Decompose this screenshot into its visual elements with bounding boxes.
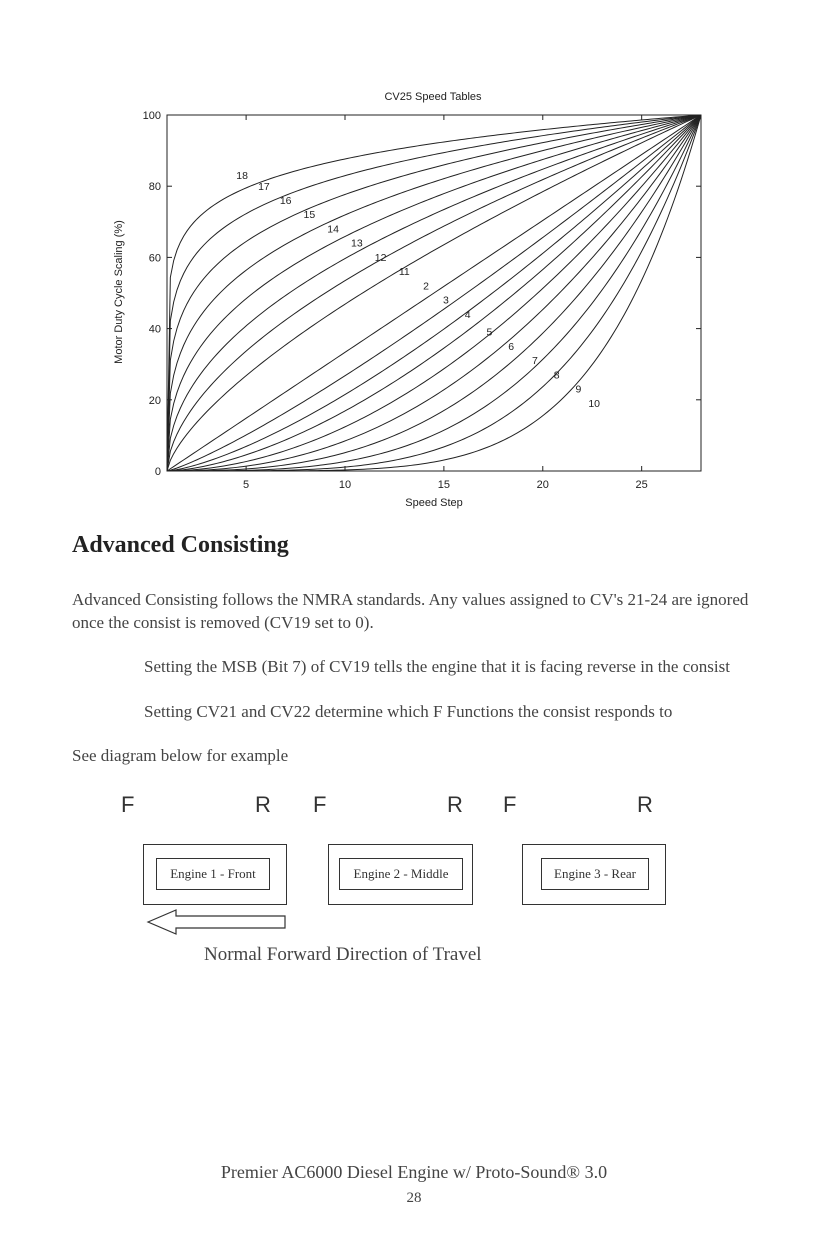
- curve-label-6: 6: [508, 340, 515, 353]
- y-tick-label: 20: [148, 394, 161, 407]
- x-tick-label: 25: [635, 479, 648, 491]
- engine-2-rear-mark: R: [447, 792, 463, 817]
- curve-label-4: 4: [464, 308, 471, 321]
- chart-y-label: Motor Duty Cycle Scaling (%): [113, 220, 125, 364]
- x-tick-label: 5: [243, 479, 250, 491]
- consist-note-reverse: Setting the MSB (Bit 7) of CV19 tells the engine that it is facing reverse in the consist: [144, 657, 730, 676]
- y-tick-label: 60: [148, 252, 161, 265]
- diagram-intro: See diagram below for example: [72, 746, 289, 765]
- engine-2-front-mark: F: [313, 792, 327, 817]
- footer-title: Premier AC6000 Diesel Engine w/ Proto-Sound® 3.0: [220, 1162, 608, 1182]
- curve-label-18: 18: [236, 170, 248, 183]
- engine-2-label: Engine 2 - Middle: [339, 858, 463, 890]
- engine-2-box: [328, 844, 473, 905]
- curve-label-5: 5: [486, 326, 493, 339]
- engine-3-box: [522, 844, 666, 905]
- curve-label-2: 2: [423, 280, 430, 293]
- diagram-caption: Normal Forward Direction of Travel: [204, 944, 482, 965]
- page-number: 28: [406, 1190, 422, 1206]
- curve-label-11: 11: [398, 266, 410, 279]
- section-paragraph: Advanced Consisting follows the NMRA standards. Any values assigned to CV's 21-24 are ignored once the consist is removed (CV19 set to 0).: [72, 590, 749, 632]
- x-tick-label: 20: [536, 479, 549, 491]
- y-tick-label: 40: [148, 323, 161, 336]
- chart-x-label: Speed Step: [405, 497, 463, 509]
- curve-label-13: 13: [351, 237, 363, 250]
- consist-note-functions: Setting CV21 and CV22 determine which F Functions the consist responds to: [144, 702, 673, 721]
- curve-label-14: 14: [327, 223, 339, 236]
- chart-plot-area: [143, 110, 701, 491]
- y-tick-label: 100: [142, 110, 161, 122]
- curve-label-9: 9: [575, 383, 582, 396]
- x-tick-label: 10: [338, 479, 352, 491]
- curve-label-3: 3: [442, 294, 449, 307]
- curve-label-17: 17: [258, 180, 270, 193]
- engine-3-front-mark: F: [503, 792, 517, 817]
- engine-1-rear-mark: R: [255, 792, 271, 817]
- engine-1-box: [143, 844, 287, 905]
- engine-1-label: Engine 1 - Front: [156, 858, 270, 890]
- speed-table-chart: [0, 0, 828, 520]
- engine-3-label: Engine 3 - Rear: [541, 858, 649, 890]
- curve-label-8: 8: [553, 369, 560, 382]
- curve-label-16: 16: [279, 195, 292, 207]
- forward-direction-arrow-icon: [146, 908, 290, 938]
- curve-label-12: 12: [374, 251, 387, 264]
- chart-title: CV25 Speed Tables: [384, 91, 482, 103]
- curve-label-7: 7: [531, 355, 538, 368]
- section-heading: Advanced Consisting: [72, 532, 289, 558]
- engine-1-front-mark: F: [121, 792, 135, 817]
- curve-label-15: 15: [303, 209, 316, 222]
- y-tick-label: 0: [154, 466, 161, 478]
- engine-3-rear-mark: R: [637, 792, 653, 817]
- y-tick-label: 80: [148, 181, 161, 194]
- x-tick-label: 15: [437, 479, 451, 491]
- curve-label-10: 10: [588, 397, 601, 410]
- speed-curve-1: [167, 115, 701, 471]
